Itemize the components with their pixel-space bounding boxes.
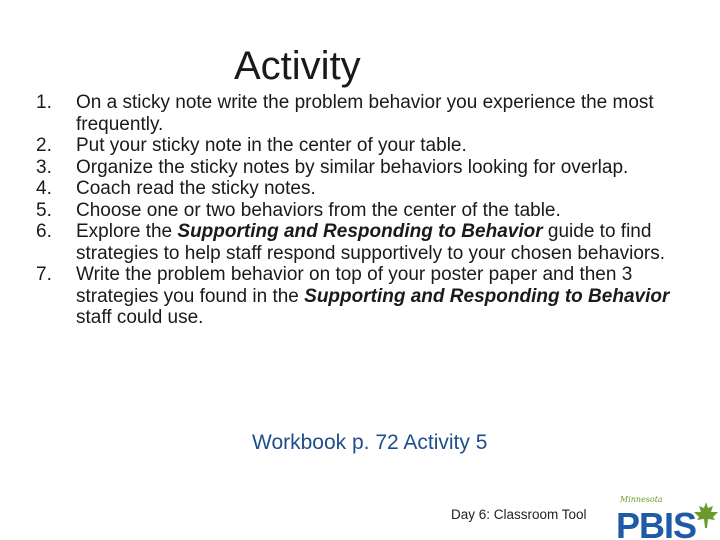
step-text: Choose one or two behaviors from the center of the table.	[76, 199, 561, 221]
step-text: Organize the sticky notes by similar behaviors looking for overlap.	[76, 156, 629, 178]
logo-script-text: Minnesota	[620, 495, 663, 504]
step-number: 1.	[36, 92, 52, 113]
step-number: 3.	[36, 156, 52, 178]
step-number: 4.	[36, 178, 52, 199]
list-item	[36, 92, 676, 135]
guide-title-emphasis: Supporting and Responding to Behavior	[304, 285, 670, 307]
pbis-logo	[614, 492, 720, 540]
step-text: On a sticky note write the problem behavior you experience the most frequently.	[76, 92, 654, 135]
workbook-reference: Workbook p. 72 Activity 5	[252, 431, 488, 454]
footer-text: Day 6: Classroom Tool	[451, 507, 587, 522]
list-item	[36, 221, 676, 264]
step-text: guide to find strategies to help staff respond supportively to your chosen behaviors.	[76, 221, 665, 264]
step-number: 7.	[36, 264, 52, 285]
step-text: Explore the	[76, 221, 178, 242]
slide-title: Activity	[234, 44, 361, 88]
list-item	[36, 135, 676, 157]
logo-main-text: PBIS	[616, 505, 697, 540]
step-number: 2.	[36, 135, 52, 156]
list-item	[36, 264, 676, 329]
step-text: Coach read the sticky notes.	[76, 178, 316, 199]
activity-steps-list	[36, 92, 676, 329]
step-number: 6.	[36, 221, 52, 242]
guide-title-emphasis: Supporting and Responding to Behavior	[177, 221, 543, 242]
list-item	[36, 178, 676, 200]
step-number: 5.	[36, 199, 52, 221]
list-item	[36, 157, 676, 179]
maple-leaf-icon	[694, 502, 718, 528]
step-text: staff could use.	[76, 307, 204, 328]
step-text: Put your sticky note in the center of your table.	[76, 135, 467, 156]
step-text: Write the problem behavior on top of your poster paper and then 3 strategies you found in the	[76, 264, 633, 307]
list-item	[36, 200, 676, 222]
